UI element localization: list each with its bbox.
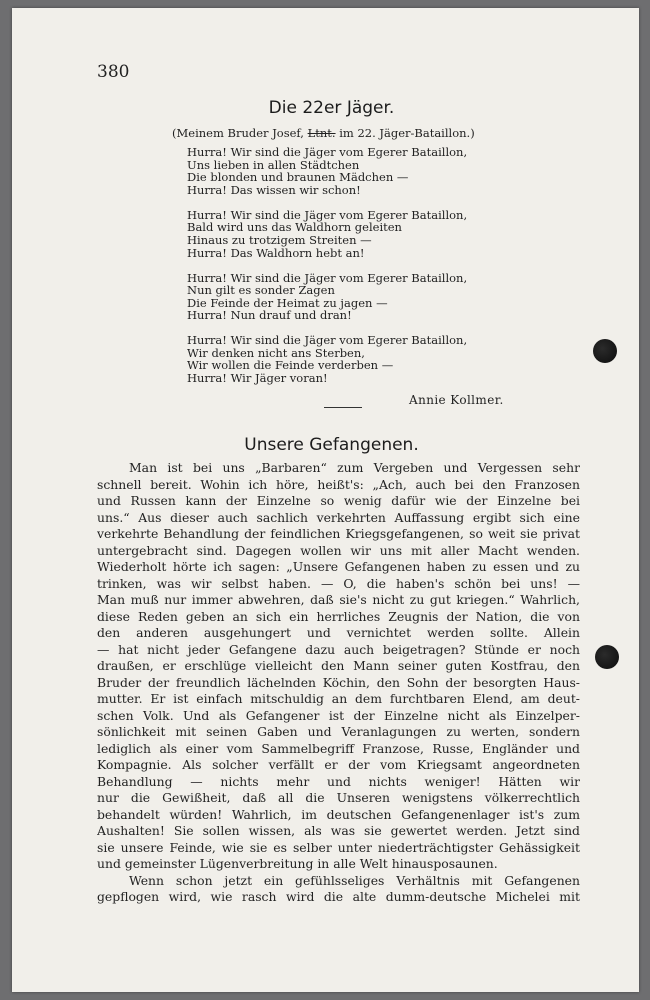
body-line: schen Volk. Und als Gefangener ist der Einzelne nicht als Einzelper-	[97, 707, 580, 723]
poem-line: Hurra! Wir sind die Jäger vom Egerer Bataillon,	[187, 145, 468, 159]
poem-title: Die 22er Jäger.	[268, 98, 395, 118]
body-line: und Russen kann der Einzelne so wenig dafür wie der Einzelne bei	[97, 493, 580, 508]
punch-hole	[595, 645, 619, 669]
poem-dedication	[172, 126, 475, 140]
body-line: draußen, er erschlüge vielleicht den Mann seiner guten Kostfrau, den	[97, 658, 580, 673]
body-line: Aushalten! Sie sollen wissen, als was sie gewertet werden. Jetzt sind	[97, 823, 580, 838]
poem-line: Wir denken nicht ans Sterben,	[187, 345, 365, 360]
body-line: Man ist bei uns „Barbaren“ zum Vergeben und Vergessen sehr	[129, 460, 580, 475]
poem-line: Hurra! Wir sind die Jäger vom Egerer Bataillon,	[187, 270, 468, 285]
poem-line: Hurra! Nun drauf und dran!	[187, 308, 352, 323]
body-line: Bruder der freundlich lächelnden Köchin, den Sohn der besorgten Haus-	[97, 674, 580, 690]
poem-line: Wir wollen die Feinde verderben —	[187, 358, 394, 373]
body-line: behandelt würden! Wahrlich, im deutschen Gefangenenlager ist's zum	[97, 806, 580, 822]
body-line: mutter. Er ist einfach mitschuldig an dem furchtbaren Elend, am deut-	[97, 691, 580, 706]
body-line: — hat nicht jeder Gefangene dazu auch beigetragen? Stünde er noch	[97, 641, 580, 657]
body-line: uns.“ Aus dieser auch sachlich verkehrten Auffassung ergibt sich eine	[97, 509, 580, 525]
body-line: trinken, was wir selbst haben. — O, die haben's schön bei uns! —	[97, 575, 580, 591]
poem-line: Hinaus zu trotzigem Streiten —	[187, 232, 372, 247]
body-line: und gemeinster Lügenverbreitung in alle Welt hinausposaunen.	[97, 856, 498, 871]
poem-line: Bald wird uns das Waldhorn geleiten	[187, 220, 402, 235]
poem-line: Die Feinde der Heimat zu jagen —	[187, 295, 388, 310]
body-line: Kompagnie. Als solcher verfällt er der vom Kriegsamt angeordneten	[97, 757, 580, 772]
poem-line: Hurra! Das Waldhorn hebt an!	[187, 245, 365, 260]
body-line: Behandlung — nichts mehr und nichts weniger! Hätten wir	[97, 773, 580, 789]
poem-body	[187, 146, 467, 397]
body-line: verkehrte Behandlung der feindlichen Kriegsgefangenen, so weit sie privat	[97, 526, 580, 541]
poem-line: Hurra! Wir sind die Jäger vom Egerer Bataillon,	[187, 207, 468, 222]
poem-stanza	[187, 209, 467, 259]
article-body	[97, 460, 580, 906]
poem-line: Hurra! Wir sind die Jäger vom Egerer Bataillon,	[187, 333, 468, 348]
body-line: gepflogen wird, wie rasch wird die alte dumm-deutsche Michelei mit	[97, 889, 580, 904]
poem-line: Hurra! Wir Jäger voran!	[187, 371, 328, 386]
dedication-text-end: im 22. Jäger-Bataillon.)	[335, 126, 475, 140]
section-title: Unsere Gefangenen.	[244, 435, 419, 455]
poem-stanza	[187, 334, 467, 384]
poem-line: Uns lieben in allen Städtchen	[187, 157, 360, 172]
dedication-text-start: (Meinem Bruder Josef,	[172, 126, 308, 140]
body-line: diese Reden geben an sich ein herrliches Zeugnis der Nation, die von	[97, 608, 580, 624]
poem-line: Die blonden und braunen Mädchen —	[187, 170, 409, 185]
body-line: den anderen ausgehungert und vernichtet werden sollte. Allein	[97, 625, 580, 640]
poem-author: Annie Kollmer.	[409, 393, 504, 407]
poem-stanza	[187, 146, 467, 196]
body-line: Wiederholt hörte ich sagen: „Unsere Gefangenen haben zu essen und zu	[97, 559, 580, 574]
body-line: sie unsere Feinde, wie sie es selber unter niederträchtigster Gehässigkeit	[97, 839, 580, 855]
body-line: Man muß nur immer abwehren, daß sie's nicht zu gut kriegen.“ Wahrlich,	[97, 592, 580, 607]
poem-line: Nun gilt es sonder Zagen	[187, 283, 335, 298]
page-number: 380	[97, 62, 130, 82]
document-page	[12, 8, 639, 992]
punch-hole	[593, 339, 617, 363]
body-line: schnell bereit. Wohin ich höre, heißt's: „Ach, auch bei den Franzosen	[97, 476, 580, 492]
poem-stanza	[187, 272, 467, 322]
body-line: sönlichkeit mit seinen Gaben und Veranlagungen zu werten, sondern	[97, 724, 580, 739]
section-divider	[324, 407, 362, 408]
body-line: untergebracht sind. Dagegen wollen wir uns mit aller Macht wenden.	[97, 542, 580, 558]
body-line: Wenn schon jetzt ein gefühlsseliges Verhältnis mit Gefangenen	[129, 872, 580, 888]
poem-line: Hurra! Das wissen wir schon!	[187, 182, 361, 197]
body-line: lediglich als einer vom Sammelbegriff Franzose, Russe, Engländer und	[97, 740, 580, 756]
dedication-struck-word: Ltnt.	[307, 126, 336, 140]
body-line: nur die Gewißheit, daß all die Unseren wenigstens völkerrechtlich	[97, 790, 580, 805]
